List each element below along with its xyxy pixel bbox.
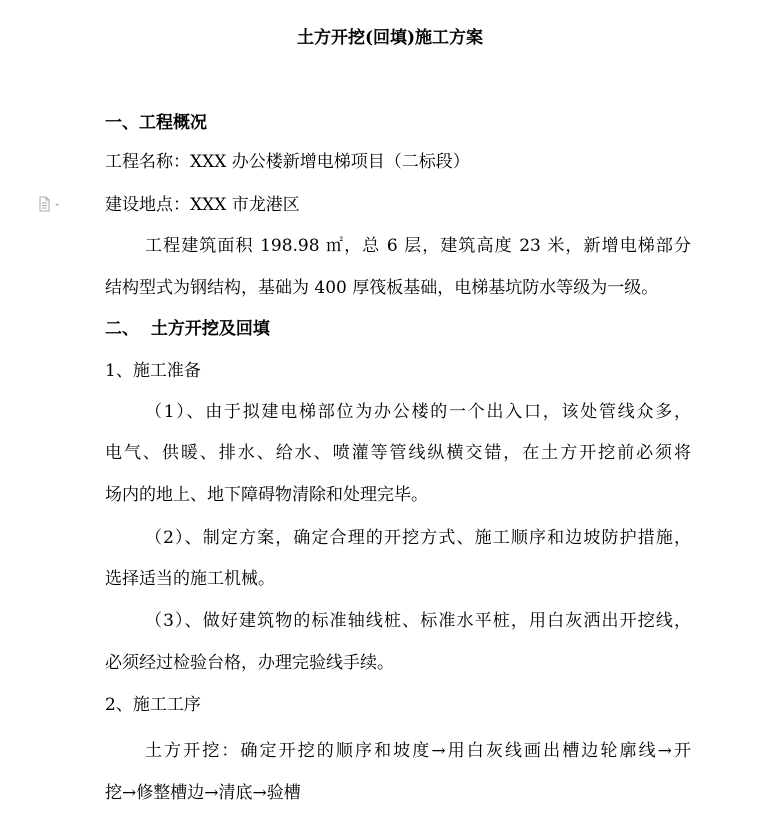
procedure-line-1: 土方开挖：确定开挖的顺序和坡度→用白灰线画出槽边轮廓线→开 bbox=[145, 741, 691, 761]
preparation-item-3-line-2: 必须经过检验台格，办理完验线手续。 bbox=[105, 653, 394, 673]
overview-paragraph-line-1: 工程建筑面积 198.98 ㎡，总 6 层，建筑高度 23 米，新增电梯部分 bbox=[145, 236, 691, 256]
paragraph-marker-icon[interactable] bbox=[38, 196, 64, 212]
preparation-item-3-line-1: （3）、做好建筑物的标准轴线桩、标准水平桩，用白灰洒出开挖线， bbox=[145, 611, 691, 631]
preparation-item-1-line-3: 场内的地上、地下障碍物清除和处理完毕。 bbox=[105, 485, 428, 505]
document-title: 土方开挖(回填)施工方案 bbox=[296, 28, 484, 48]
procedure-line-2: 挖→修整槽边→清底→验槽 bbox=[105, 783, 301, 803]
subsection-preparation: 1、施工准备 bbox=[105, 361, 201, 381]
overview-paragraph-line-2: 结构型式为钢结构，基础为 400 厚筏板基础，电梯基坑防水等级为一级。 bbox=[105, 278, 659, 298]
subsection-procedure: 2、施工工序 bbox=[105, 695, 201, 715]
project-name-line: 工程名称：XXX 办公楼新增电梯项目（二标段） bbox=[105, 152, 470, 172]
construction-site-line: 建设地点：XXX 市龙港区 bbox=[105, 195, 300, 215]
preparation-item-1-line-2: 电气、供暖、排水、给水、喷灌等管线纵横交错，在土方开挖前必须将 bbox=[105, 443, 691, 463]
section-heading-excavation: 二、 土方开挖及回填 bbox=[105, 319, 270, 339]
section-heading-overview: 一、工程概况 bbox=[105, 113, 207, 133]
preparation-item-2-line-1: （2）、制定方案，确定合理的开挖方式、施工顺序和边坡防护措施， bbox=[145, 528, 691, 548]
preparation-item-2-line-2: 选择适当的施工机械。 bbox=[105, 569, 275, 589]
preparation-item-1-line-1: （1）、由于拟建电梯部位为办公楼的一个出入口，该处管线众多， bbox=[145, 402, 691, 422]
